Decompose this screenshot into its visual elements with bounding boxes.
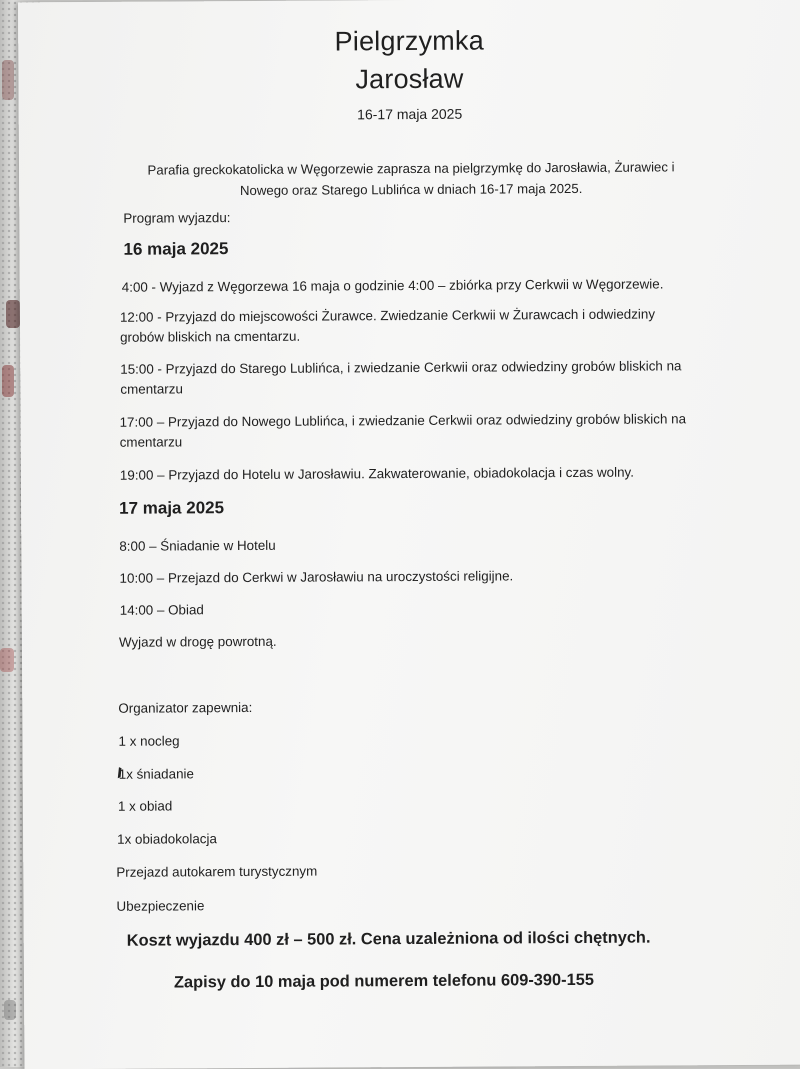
schedule-item: 12:00 - Przyjazd do miejscowości Żurawce. Zwiedzanie Cerkwii w Żurawcach i odwiedziny grobów bliskich na cmentarzu. bbox=[119, 306, 656, 345]
event-date: 16-17 maja 2025 bbox=[357, 105, 463, 123]
background-stain bbox=[0, 648, 14, 672]
schedule-item: 19:00 – Przyjazd do Hotelu w Jarosławiu. Zakwaterowanie, obiadokolacja i czas wolny. bbox=[119, 464, 634, 483]
background-stain bbox=[6, 300, 20, 328]
schedule-item: Wyjazd w drogę powrotną. bbox=[118, 633, 277, 650]
background-stain bbox=[4, 1000, 16, 1020]
schedule-item: 14:00 – Obiad bbox=[119, 602, 204, 618]
page-subtitle: Jarosław bbox=[355, 63, 464, 95]
organizer-label: Organizator zapewnia: bbox=[118, 699, 253, 716]
included-item: Ubezpieczenie bbox=[116, 898, 205, 914]
included-item: Przejazd autokarem turystycznym bbox=[116, 863, 318, 880]
schedule-item: 10:00 – Przejazd do Cerkwi w Jarosławiu na uroczystości religijne. bbox=[119, 568, 514, 586]
cost-notice: Koszt wyjazdu 400 zł – 500 zł. Cena uzależniona od ilości chętnych. bbox=[126, 928, 651, 950]
document-sheet bbox=[18, 0, 800, 1069]
schedule-item: 17:00 – Przyjazd do Nowego Lublińca, i zwiedzanie Cerkwii oraz odwiedziny grobów bliskich na cmentarzu bbox=[119, 411, 687, 450]
schedule-item: 8:00 – Śniadanie w Hotelu bbox=[119, 537, 276, 554]
included-item: 1x obiadokolacja bbox=[117, 831, 217, 847]
schedule-item: 15:00 - Przyjazd do Starego Lublińca, i zwiedzanie Cerkwii oraz odwiedziny grobów bliskich na cmentarzu bbox=[120, 358, 682, 397]
day2-heading: 17 maja 2025 bbox=[119, 498, 225, 518]
included-item: 1 x nocleg bbox=[118, 733, 180, 749]
page-title: Pielgrzymka bbox=[334, 25, 484, 57]
background-stain bbox=[2, 60, 14, 100]
day1-heading: 16 maja 2025 bbox=[123, 239, 229, 259]
background-stain bbox=[2, 365, 14, 397]
program-label: Program wyjazdu: bbox=[123, 210, 231, 226]
signup-notice: Zapisy do 10 maja pod numerem telefonu 609-390-155 bbox=[173, 970, 594, 992]
included-item: 1 x obiad bbox=[117, 798, 173, 814]
schedule-item: 4:00 - Wyjazd z Węgorzewa 16 maja o godzinie 4:00 – zbiórka przy Cerkwii w Węgorzewie. bbox=[121, 276, 664, 295]
included-item: 1x śniadanie bbox=[118, 766, 194, 782]
intro-paragraph: Parafia greckokatolicka w Węgorzewie zaprasza na pielgrzymkę do Jarosławia, Żurawiec i Nowego oraz Starego Lublińca w dniach 16-17 maja 2025. bbox=[147, 159, 675, 199]
